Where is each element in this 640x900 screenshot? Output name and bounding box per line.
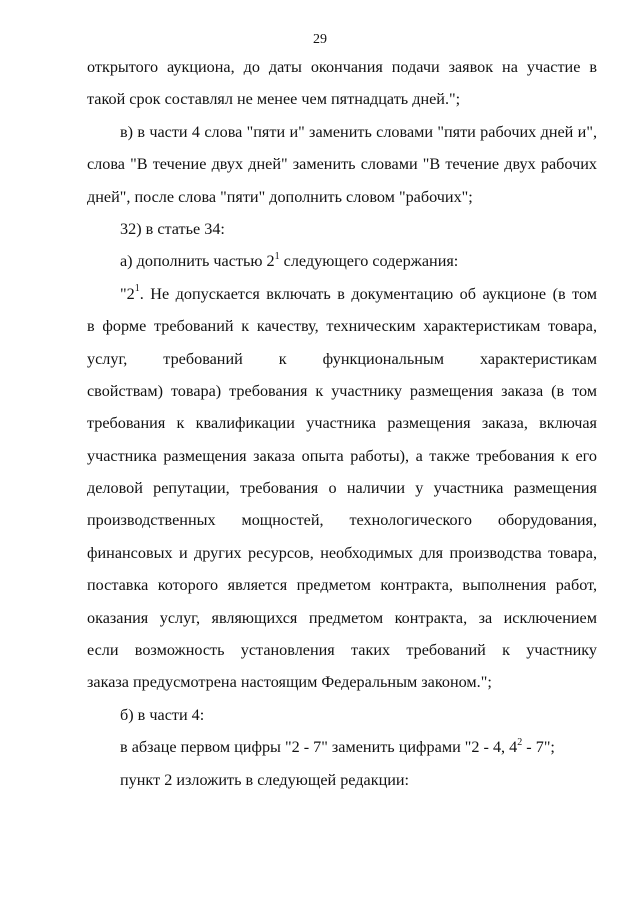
text-line-2: такой срок составлял не менее чем пятнадцать дней."; (87, 90, 461, 109)
text-line-7 (87, 245, 597, 277)
text-line-22-part-a: в абзаце первом цифры "2 - 7" заменить цифрами "2 - 4, 4 (120, 738, 518, 757)
text-line-23: пункт 2 изложить в следующей редакции: (120, 770, 410, 789)
text-line-15: производственных мощностей, технологического оборудования, (87, 511, 597, 530)
text-line-8-part-a: "2 (120, 284, 135, 303)
text-line-11: свойствам) товара) требования к участнику размещения заказа (в том (87, 381, 597, 400)
text-line-10: услуг, требований к функциональным характеристикам (87, 349, 597, 368)
text-line-8-part-b: . Не допускается включать в документацию об аукционе (в том (139, 284, 597, 303)
text-line-18: оказания услуг, являющихся предметом контракта, за исключением (87, 608, 597, 627)
text-line-16: финансовых и других ресурсов, необходимых для производства товара, (87, 543, 597, 562)
text-line-9: в форме требований к качеству, техническим характеристикам товара, (87, 317, 597, 336)
superscript-2: 1 (134, 283, 140, 295)
text-line-4: слова "В течение двух дней" заменить словами "В течение двух рабочих (87, 155, 597, 174)
text-line-19: если возможность установления таких требований к участнику (87, 641, 597, 660)
text-line-14: деловой репутации, требования о наличии у участника размещения (87, 479, 597, 498)
text-line-5: дней", после слова "пяти" дополнить словом "рабочих"; (87, 187, 473, 206)
text-line-13: участника размещения заказа опыта работы), а также требования к его (87, 446, 597, 465)
text-line-8 (87, 278, 597, 310)
text-line-20: заказа предусмотрена настоящим Федеральным законом."; (87, 673, 492, 692)
text-line-7-part-a: а) дополнить частью 2 (120, 252, 275, 271)
text-line-7-part-b: следующего содержания: (279, 252, 459, 271)
text-line-1: открытого аукциона, до даты окончания подачи заявок на участие в (87, 58, 597, 76)
superscript-3: 2 (517, 736, 523, 748)
text-line-6: 32) в статье 34: (120, 219, 225, 238)
text-line-12: требования к квалификации участника размещения заказа, включая (87, 414, 597, 433)
text-line-21: б) в части 4: (120, 705, 205, 724)
text-line-22 (87, 731, 597, 763)
page-number: 29 (313, 32, 327, 47)
text-line-22-part-b: - 7"; (522, 738, 555, 757)
document-body (87, 51, 597, 796)
text-line-17: поставка которого является предметом контракта, выполнения работ, (87, 576, 597, 595)
superscript-1: 1 (274, 250, 280, 262)
text-line-3: в) в части 4 слова "пяти и" заменить словами "пяти рабочих дней и", (120, 122, 597, 141)
